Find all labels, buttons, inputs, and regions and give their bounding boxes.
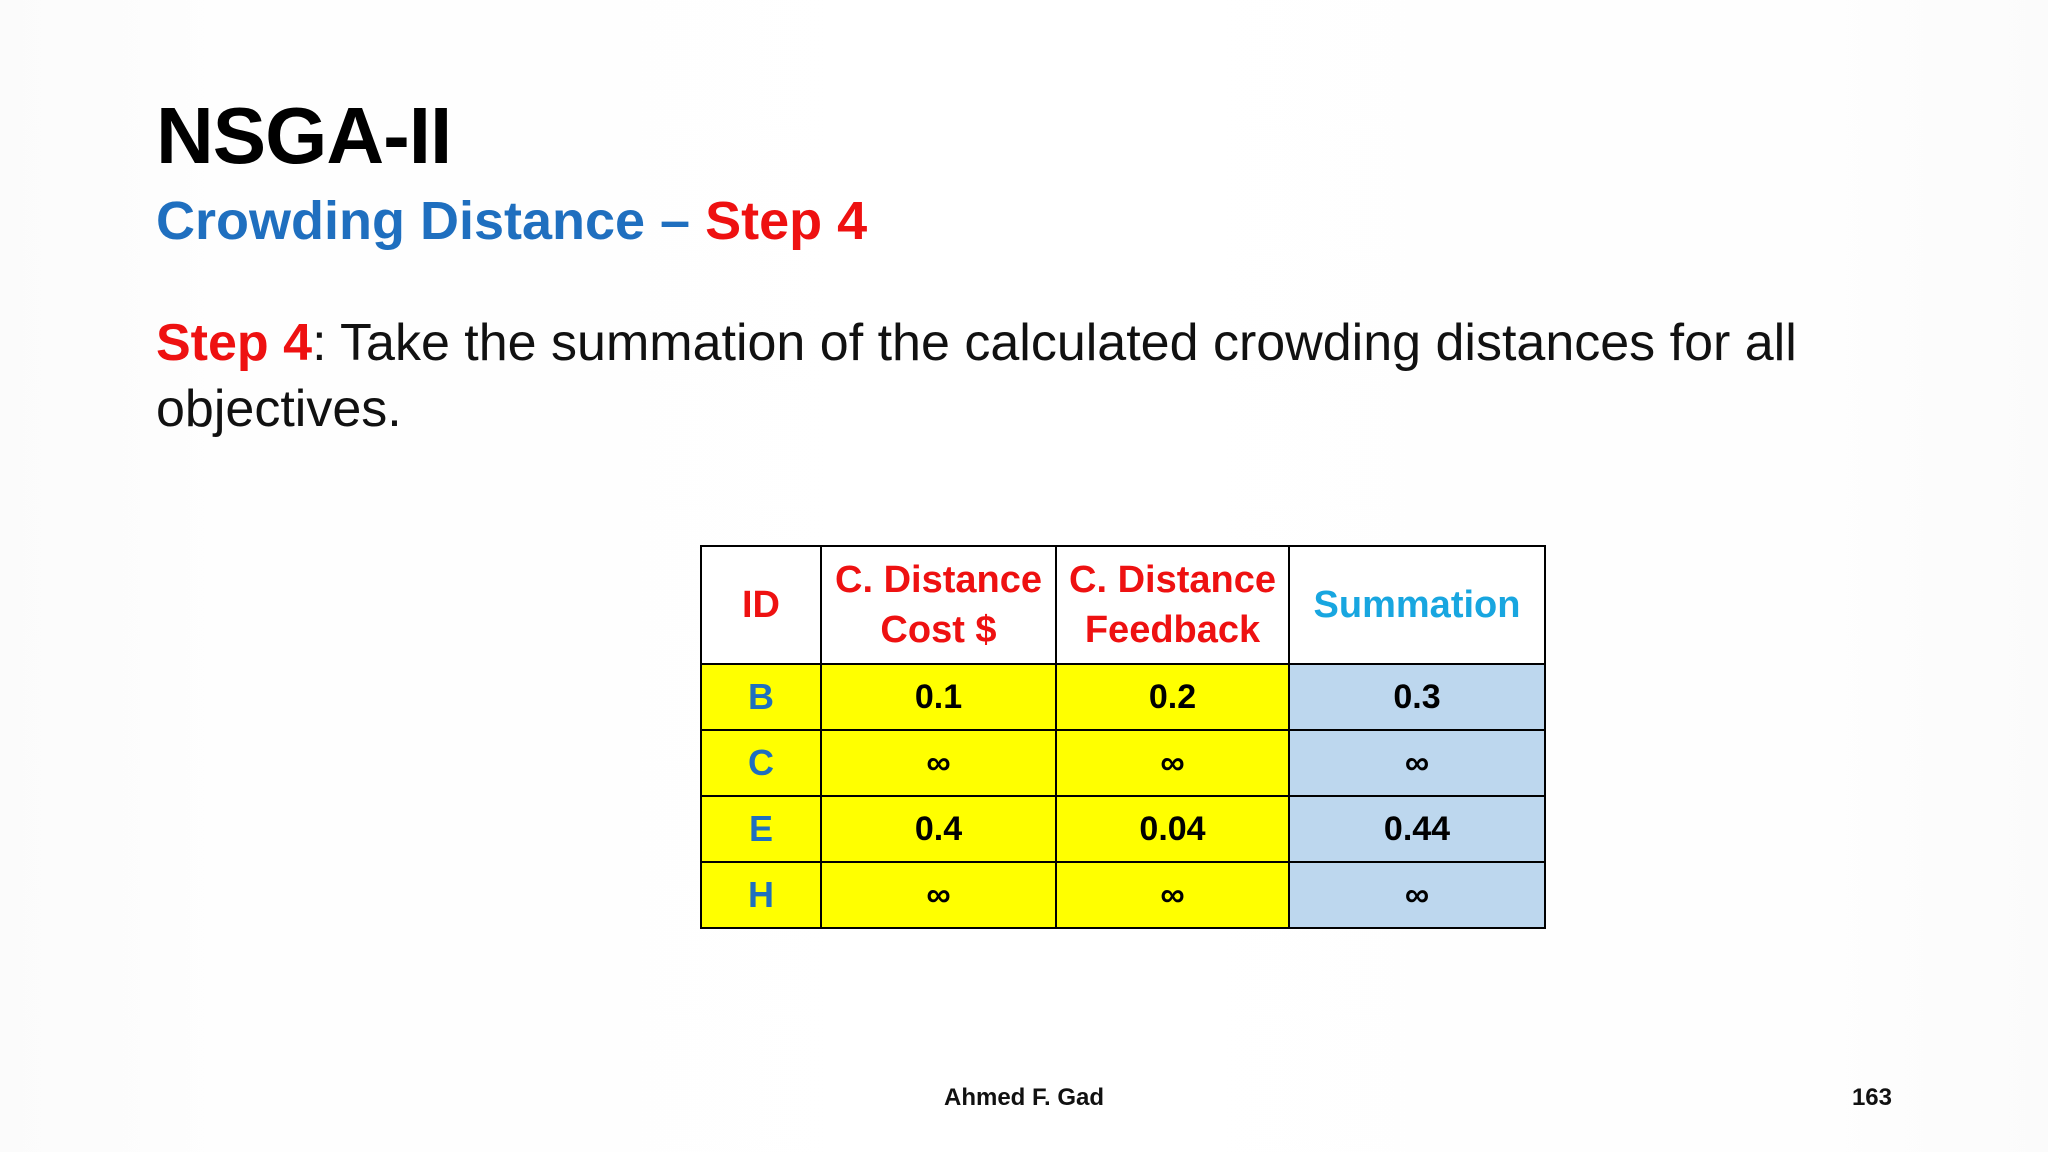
row-summation: ∞ (1289, 862, 1545, 928)
row-cost: ∞ (821, 730, 1056, 796)
step-text: : Take the summation of the calculated crowding distances for all objectives. (156, 314, 1797, 438)
subtitle-topic: Crowding Distance – (156, 191, 706, 251)
crowding-distance-table (700, 545, 1546, 929)
row-feedback: 0.2 (1056, 664, 1289, 730)
row-summation: ∞ (1289, 730, 1545, 796)
slide-title: NSGA-II (156, 91, 452, 180)
header-feedback-line1: C. Distance (1069, 559, 1276, 601)
footer-author: Ahmed F. Gad (943, 1084, 1105, 1111)
header-cost-line1: C. Distance (835, 559, 1042, 601)
header-cost-distance (821, 546, 1056, 664)
row-feedback: 0.04 (1056, 796, 1289, 862)
step-label: Step 4 (156, 314, 313, 372)
header-feedback-distance (1056, 546, 1289, 664)
subtitle-step: Step 4 (705, 191, 868, 251)
table-header-row (701, 546, 1545, 664)
row-cost: ∞ (821, 862, 1056, 928)
header-id: ID (701, 546, 821, 664)
row-id: B (701, 664, 821, 730)
table-row (701, 664, 1545, 730)
row-feedback: ∞ (1056, 730, 1289, 796)
header-feedback-line2: Feedback (1084, 609, 1261, 651)
table-row (701, 796, 1545, 862)
table-row (701, 862, 1545, 928)
row-summation: 0.44 (1289, 796, 1545, 862)
table-row (701, 730, 1545, 796)
header-summation: Summation (1289, 546, 1545, 664)
row-feedback: ∞ (1056, 862, 1289, 928)
slide-subtitle (156, 186, 867, 256)
step-description (156, 310, 1916, 442)
row-summation: 0.3 (1289, 664, 1545, 730)
row-id: E (701, 796, 821, 862)
header-cost-line2: Cost $ (880, 609, 997, 651)
row-cost: 0.1 (821, 664, 1056, 730)
row-id: C (701, 730, 821, 796)
page-number: 163 (1851, 1084, 1892, 1111)
row-cost: 0.4 (821, 796, 1056, 862)
row-id: H (701, 862, 821, 928)
